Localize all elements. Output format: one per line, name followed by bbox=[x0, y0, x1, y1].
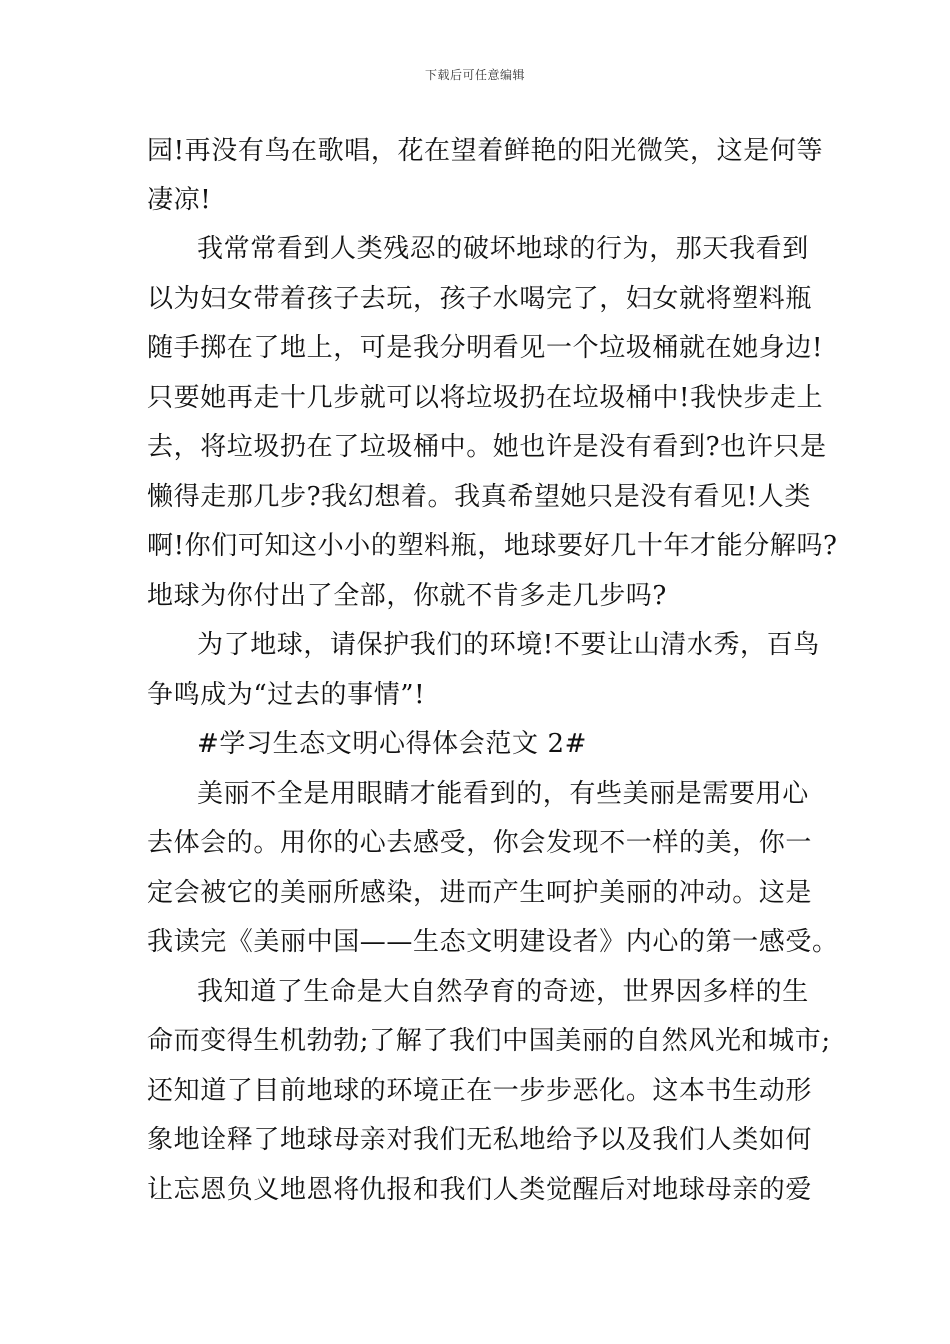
text-line: 凄凉! bbox=[147, 185, 212, 215]
page-header: 下载后可任意编辑 bbox=[424, 68, 525, 82]
text-line: 我读完《美丽中国——生态文明建设者》内心的第一感受。 bbox=[147, 927, 839, 957]
text-line: 随手掷在了地上，可是我分明看见一个垃圾桶就在她身边! bbox=[147, 333, 824, 363]
text-line: 啊!你们可知这小小的塑料瓶，地球要好几十年才能分解吗? bbox=[147, 531, 838, 561]
text-line: 园!再没有鸟在歌唱，花在望着鲜艳的阳光微笑，这是何等 bbox=[147, 136, 824, 166]
section-heading: #学习生态文明心得体会范文 2# bbox=[197, 729, 587, 759]
text-line: 去体会的。用你的心去感受，你会发现不一样的美，你一 bbox=[147, 828, 813, 858]
text-line: 只要她再走十几步就可以将垃圾扔在垃圾桶中!我快步走上 bbox=[147, 383, 824, 413]
text-line: 美丽不全是用眼睛才能看到的，有些美丽是需要用心 bbox=[197, 779, 809, 809]
text-line: 为了地球，请保护我们的环境!不要让山清水秀，百鸟 bbox=[197, 630, 820, 660]
text-line: 地球为你付出了全部，你就不肯多走几步吗? bbox=[147, 581, 667, 611]
text-line: 我知道了生命是大自然孕育的奇迹，世界因多样的生 bbox=[197, 977, 809, 1007]
text-line: 争鸣成为“过去的事情”! bbox=[147, 680, 426, 710]
text-line: 定会被它的美丽所感染，进而产生呵护美丽的冲动。这是 bbox=[147, 878, 813, 908]
text-line: 象地诠释了地球母亲对我们无私地给予以及我们人类如何 bbox=[147, 1125, 813, 1155]
text-line: 还知道了目前地球的环境正在一步步恶化。这本书生动形 bbox=[147, 1076, 813, 1106]
text-line: 以为妇女带着孩子去玩，孩子水喝完了，妇女就将塑料瓶 bbox=[147, 284, 813, 314]
text-line: 命而变得生机勃勃;了解了我们中国美丽的自然风光和城市; bbox=[147, 1026, 831, 1056]
text-line: 我常常看到人类残忍的破坏地球的行为，那天我看到 bbox=[197, 234, 809, 264]
text-line: 去，将垃圾扔在了垃圾桶中。她也许是没有看到?也许只是 bbox=[147, 432, 827, 462]
text-line: 懒得走那几步?我幻想着。我真希望她只是没有看见!人类 bbox=[147, 482, 811, 512]
text-line: 让忘恩负义地恩将仇报和我们人类觉醒后对地球母亲的爱 bbox=[147, 1175, 813, 1205]
